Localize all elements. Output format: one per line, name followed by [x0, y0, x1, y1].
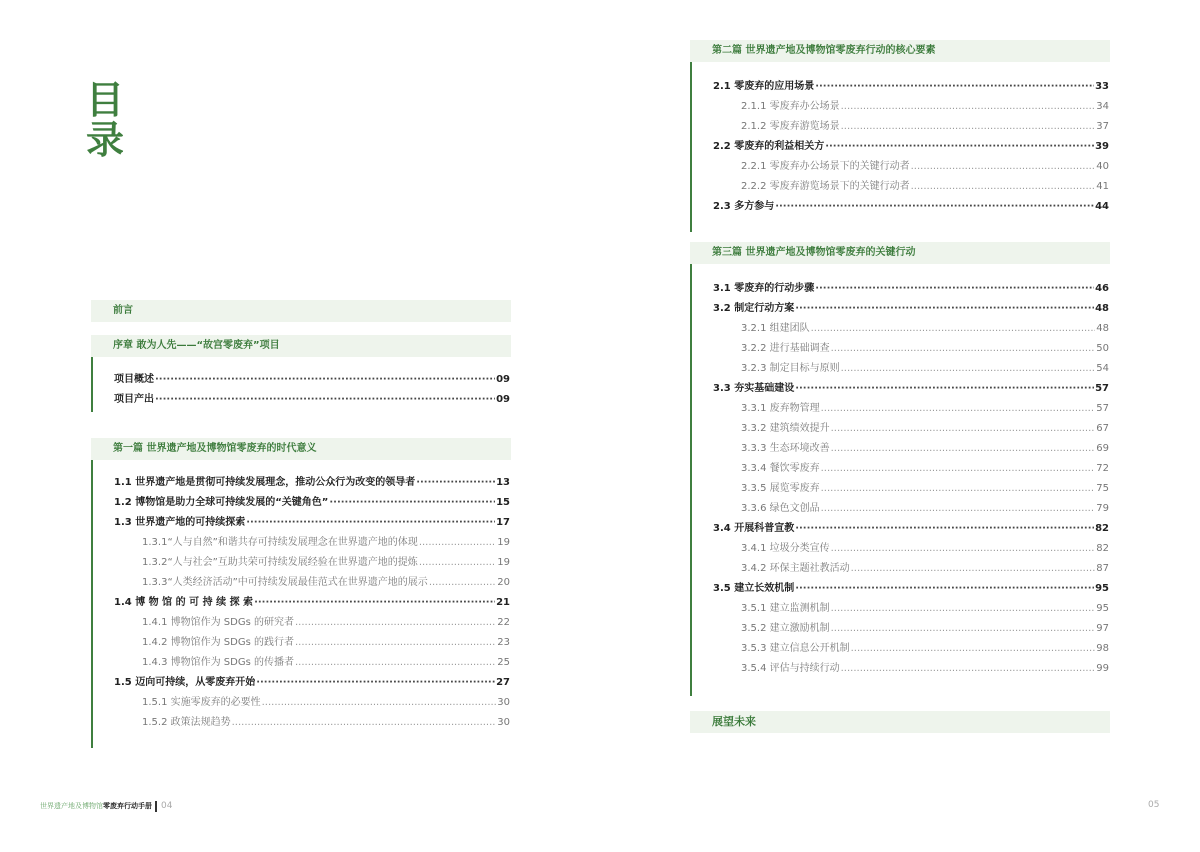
section-rule — [690, 62, 692, 232]
toc-subentry[interactable] — [114, 653, 510, 673]
toc-subentry[interactable] — [114, 533, 510, 553]
section-rule — [91, 460, 93, 748]
page-number-right: 05 — [1148, 800, 1160, 810]
toc-entry-page: 72 — [1096, 463, 1109, 474]
toc-entry[interactable] — [713, 579, 1109, 599]
toc-subentry[interactable] — [713, 559, 1109, 579]
toc-subentry[interactable] — [713, 319, 1109, 339]
toc-entry-page: 79 — [1096, 503, 1109, 514]
toc-entry-label: 3.5.2 建立激励机制 — [741, 623, 830, 634]
toc-entry-label: 1.3.1“人与自然”和谐共存可持续发展理念在世界遗产地的体现 — [142, 537, 418, 548]
toc-entry[interactable] — [114, 473, 510, 493]
dot-leader — [416, 473, 495, 493]
dot-leader — [795, 379, 1094, 399]
dot-leader — [831, 439, 1096, 459]
dot-leader — [295, 653, 496, 673]
toc-subentry[interactable] — [713, 399, 1109, 419]
toc-entry-label: 1.4.3 博物馆作为 SDGs 的传播者 — [142, 657, 294, 668]
dot-leader — [851, 559, 1096, 579]
toc-subentry[interactable] — [713, 599, 1109, 619]
dot-leader — [841, 97, 1096, 117]
footer-book: 零废弃行动手册 — [103, 802, 152, 810]
preface-header[interactable]: 前言 — [91, 300, 511, 322]
toc-entry-label: 3.4.2 环保主题社教活动 — [741, 563, 850, 574]
toc-subentry[interactable] — [713, 339, 1109, 359]
part3-header[interactable]: 第三篇 世界遗产地及博物馆零废弃的关键行动 — [690, 242, 1110, 264]
toc-entry-page: 46 — [1095, 283, 1109, 294]
toc-entry-page: 39 — [1095, 141, 1109, 152]
footer-left — [40, 800, 172, 812]
toc-subentry[interactable] — [713, 659, 1109, 679]
dot-leader — [815, 279, 1094, 299]
toc-entry-label: 3.3.5 展览零废弃 — [741, 483, 820, 494]
toc-entry-label: 3.5.1 建立监测机制 — [741, 603, 830, 614]
toc-entry-label: 3.5.3 建立信息公开机制 — [741, 643, 850, 654]
dot-leader — [851, 639, 1096, 659]
dot-leader — [831, 619, 1096, 639]
toc-entry-label: 3.4.1 垃圾分类宣传 — [741, 543, 830, 554]
toc-subentry[interactable] — [713, 359, 1109, 379]
dot-leader — [775, 197, 1094, 217]
toc-entry[interactable] — [713, 299, 1109, 319]
toc-entry-label: 3.2.2 进行基础调查 — [741, 343, 830, 354]
toc-entry-label: 2.1.2 零废弃游览场景 — [741, 121, 840, 132]
toc-entry-page: 97 — [1096, 623, 1109, 634]
toc-entry-page: 82 — [1095, 523, 1109, 534]
outlook-header[interactable]: 展望未来 — [690, 711, 1110, 733]
toc-entry-label: 1.3 世界遗产地的可持续探索 — [114, 517, 246, 528]
toc-entry-label: 3.2.3 制定目标与原则 — [741, 363, 840, 374]
toc-entry-page: 20 — [497, 577, 510, 588]
dot-leader — [911, 177, 1096, 197]
toc-entry[interactable] — [713, 279, 1109, 299]
toc-entry-label: 3.3.2 建筑绩效提升 — [741, 423, 830, 434]
dot-leader — [815, 77, 1094, 97]
dot-leader — [262, 693, 497, 713]
dot-leader — [155, 390, 495, 410]
dot-leader — [795, 579, 1094, 599]
toc-entry-page: 69 — [1096, 443, 1109, 454]
toc-entry-page: 34 — [1096, 101, 1109, 112]
toc-entry-page: 57 — [1095, 383, 1109, 394]
dot-leader — [821, 479, 1096, 499]
dot-leader — [256, 673, 495, 693]
part2-list — [713, 77, 1109, 217]
toc-entry-label: 2.2.2 零废弃游览场景下的关键行动者 — [741, 181, 910, 192]
toc-entry[interactable] — [114, 390, 510, 410]
toc-entry-label: 2.1 零废弃的应用场景 — [713, 81, 815, 92]
toc-entry-label: 2.2.1 零废弃办公场景下的关键行动者 — [741, 161, 910, 172]
toc-entry-label: 3.3 夯实基础建设 — [713, 383, 795, 394]
toc-entry-page: 13 — [496, 477, 510, 488]
toc-subentry[interactable] — [114, 613, 510, 633]
toc-entry-page: 23 — [497, 637, 510, 648]
toc-entry-page: 75 — [1096, 483, 1109, 494]
toc-entry-page: 50 — [1096, 343, 1109, 354]
dot-leader — [295, 613, 496, 633]
page-number-left: 04 — [161, 801, 173, 811]
toc-entry-page: 30 — [497, 697, 510, 708]
toc-subentry[interactable] — [114, 633, 510, 653]
dot-leader — [841, 359, 1096, 379]
toc-entry-page: 95 — [1096, 603, 1109, 614]
part3-list — [713, 279, 1109, 679]
dot-leader — [795, 299, 1094, 319]
toc-entry-label: 3.4 开展科普宣教 — [713, 523, 795, 534]
dot-leader — [821, 399, 1096, 419]
toc-entry-page: 33 — [1095, 81, 1109, 92]
dot-leader — [911, 157, 1096, 177]
toc-entry-label: 3.2.1 组建团队 — [741, 323, 810, 334]
section-rule — [690, 264, 692, 696]
toc-entry[interactable] — [713, 197, 1109, 217]
toc-entry-page: 19 — [497, 537, 510, 548]
toc-subentry[interactable] — [713, 419, 1109, 439]
dot-leader — [825, 137, 1094, 157]
toc-subentry[interactable] — [114, 693, 510, 713]
toc-entry-page: 25 — [497, 657, 510, 668]
toc-entry-page: 48 — [1096, 323, 1109, 334]
toc-subentry[interactable] — [713, 479, 1109, 499]
footer-divider — [155, 801, 157, 812]
toc-entry-label: 3.3.6 绿色文创品 — [741, 503, 820, 514]
toc-entry-page: 21 — [496, 597, 510, 608]
toc-entry[interactable] — [713, 379, 1109, 399]
toc-entry-label: 1.1 世界遗产地是贯彻可持续发展理念，推动公众行为改变的领导者 — [114, 477, 416, 488]
toc-entry-page: 09 — [496, 394, 510, 405]
toc-entry-label: 1.5 迈向可持续，从零废弃开始 — [114, 677, 256, 688]
toc-entry-label: 3.3.1 废弃物管理 — [741, 403, 820, 414]
toc-entry-label: 1.4.2 博物馆作为 SDGs 的践行者 — [142, 637, 294, 648]
toc-entry-page: 67 — [1096, 423, 1109, 434]
toc-entry-page: 22 — [497, 617, 510, 628]
toc-entry-page: 98 — [1096, 643, 1109, 654]
toc-entry-label: 项目概述 — [114, 374, 154, 385]
prologue-list — [114, 370, 510, 410]
toc-entry[interactable] — [114, 513, 510, 533]
toc-subentry[interactable] — [713, 539, 1109, 559]
toc-subentry[interactable] — [713, 639, 1109, 659]
toc-subentry[interactable] — [713, 459, 1109, 479]
toc-entry-label: 3.5.4 评估与持续行动 — [741, 663, 840, 674]
toc-entry-page: 37 — [1096, 121, 1109, 132]
toc-entry-label: 3.1 零废弃的行动步骤 — [713, 283, 815, 294]
toc-entry[interactable] — [713, 137, 1109, 157]
dot-leader — [155, 370, 495, 390]
toc-subentry[interactable] — [713, 117, 1109, 137]
toc-entry-page: 30 — [497, 717, 510, 728]
dot-leader — [254, 593, 495, 613]
toc-entry-label: 1.2 博物馆是助力全球可持续发展的“关键角色” — [114, 497, 329, 508]
dot-leader — [429, 573, 496, 593]
part1-list — [114, 473, 510, 733]
part2-header[interactable]: 第二篇 世界遗产地及博物馆零废弃行动的核心要素 — [690, 40, 1110, 62]
dot-leader — [811, 319, 1096, 339]
toc-entry[interactable] — [114, 493, 510, 513]
dot-leader — [419, 553, 496, 573]
toc-subentry[interactable] — [114, 713, 510, 733]
toc-entry-label: 3.2 制定行动方案 — [713, 303, 795, 314]
toc-subentry[interactable] — [713, 97, 1109, 117]
toc-entry-page: 27 — [496, 677, 510, 688]
dot-leader — [831, 339, 1096, 359]
toc-subentry[interactable] — [713, 157, 1109, 177]
toc-entry-page: 87 — [1096, 563, 1109, 574]
toc-entry-page: 48 — [1095, 303, 1109, 314]
section-rule — [91, 357, 93, 412]
dot-leader — [821, 459, 1096, 479]
toc-entry-page: 15 — [496, 497, 510, 508]
toc-entry-page: 57 — [1096, 403, 1109, 414]
toc-entry-label: 1.5.1 实施零废弃的必要性 — [142, 697, 261, 708]
dot-leader — [232, 713, 497, 733]
toc-subentry[interactable] — [713, 619, 1109, 639]
toc-entry-label: 3.3.3 生态环境改善 — [741, 443, 830, 454]
toc-entry[interactable] — [114, 593, 510, 613]
dot-leader — [795, 519, 1094, 539]
toc-entry-label: 1.3.2“人与社会”互助共荣可持续发展经验在世界遗产地的提炼 — [142, 557, 418, 568]
toc-entry-label: 项目产出 — [114, 394, 154, 405]
toc-entry-page: 95 — [1095, 583, 1109, 594]
toc-entry-page: 82 — [1096, 543, 1109, 554]
toc-entry-label: 3.5 建立长效机制 — [713, 583, 795, 594]
toc-entry[interactable] — [114, 370, 510, 390]
page-title: 目录 — [86, 78, 125, 162]
toc-entry-label: 1.5.2 政策法规趋势 — [142, 717, 231, 728]
toc-entry[interactable] — [114, 673, 510, 693]
toc-entry-page: 40 — [1096, 161, 1109, 172]
toc-subentry[interactable] — [114, 573, 510, 593]
dot-leader — [821, 499, 1096, 519]
toc-entry-page: 19 — [497, 557, 510, 568]
dot-leader — [295, 633, 496, 653]
prologue-header[interactable]: 序章 敢为人先——“故宫零废弃”项目 — [91, 335, 511, 357]
toc-entry-page: 44 — [1095, 201, 1109, 212]
toc-entry-page: 99 — [1096, 663, 1109, 674]
dot-leader — [841, 659, 1096, 679]
footer-series: 世界遗产地及博物馆 — [40, 802, 103, 810]
toc-subentry[interactable] — [713, 499, 1109, 519]
dot-leader — [831, 539, 1096, 559]
dot-leader — [831, 419, 1096, 439]
toc-entry-label: 3.3.4 餐饮零废弃 — [741, 463, 820, 474]
toc-entry[interactable] — [713, 77, 1109, 97]
toc-entry-label: 2.3 多方参与 — [713, 201, 775, 212]
toc-entry[interactable] — [713, 519, 1109, 539]
toc-entry-label: 1.4.1 博物馆作为 SDGs 的研究者 — [142, 617, 294, 628]
dot-leader — [831, 599, 1096, 619]
toc-entry-page: 54 — [1096, 363, 1109, 374]
toc-entry-label: 2.1.1 零废弃办公场景 — [741, 101, 840, 112]
part1-header[interactable]: 第一篇 世界遗产地及博物馆零废弃的时代意义 — [91, 438, 511, 460]
toc-subentry[interactable] — [713, 177, 1109, 197]
dot-leader — [246, 513, 495, 533]
toc-entry-page: 17 — [496, 517, 510, 528]
toc-entry-label: 2.2 零废弃的利益相关方 — [713, 141, 825, 152]
toc-entry-label: 1.4 博 物 馆 的 可 持 续 探 索 — [114, 597, 254, 608]
dot-leader — [419, 533, 496, 553]
toc-entry-label: 1.3.3“人类经济活动”中可持续发展最佳范式在世界遗产地的展示 — [142, 577, 428, 588]
toc-subentry[interactable] — [114, 553, 510, 573]
dot-leader — [841, 117, 1096, 137]
toc-entry-page: 41 — [1096, 181, 1109, 192]
toc-subentry[interactable] — [713, 439, 1109, 459]
toc-entry-page: 09 — [496, 374, 510, 385]
dot-leader — [329, 493, 495, 513]
